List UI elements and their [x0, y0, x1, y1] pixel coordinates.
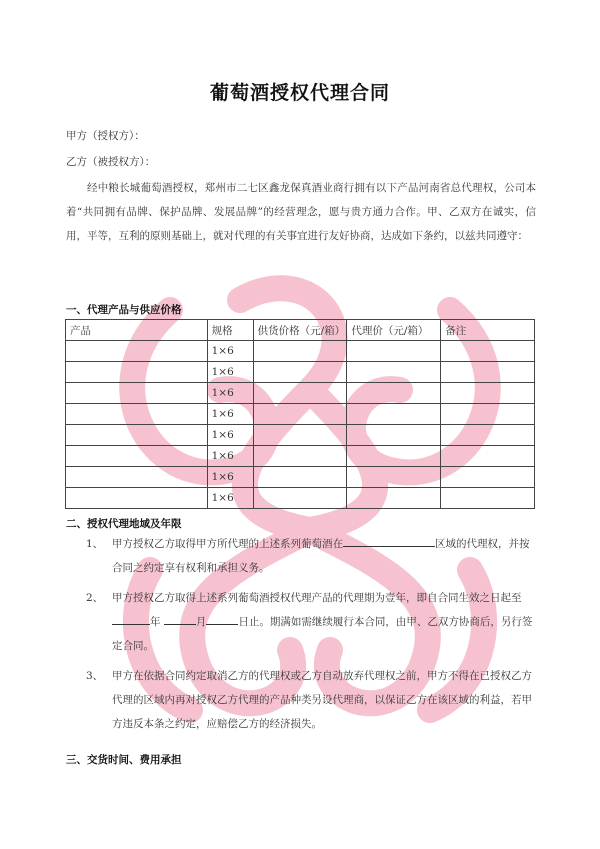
clause-number: 3、: [86, 670, 104, 682]
header-cell: 代理价（元/箱）: [347, 320, 441, 341]
table-cell: [347, 404, 441, 425]
table-cell: [441, 341, 535, 362]
table-cell: [253, 488, 347, 509]
table-cell: [66, 488, 208, 509]
blank-month[interactable]: [164, 613, 196, 625]
table-row: [66, 488, 535, 509]
table-cell: 1×6: [207, 362, 253, 383]
table-cell: [253, 383, 347, 404]
clause-text: 甲方授权乙方取得甲方所代理的上述系列葡萄酒在: [112, 538, 343, 550]
table-header-row: [66, 320, 535, 341]
table-cell: [253, 404, 347, 425]
clause-list: [86, 532, 538, 742]
clause-text: 日止。期满如需继续履行本合同，由甲、乙双方协商后，另行签定合同。: [112, 616, 533, 652]
clause-number: 1、: [86, 538, 104, 550]
section-1-heading: 一、代理产品与供应价格: [66, 304, 182, 316]
table-cell: [441, 425, 535, 446]
table-cell: 1×6: [207, 488, 253, 509]
party-a-label: 甲方（授权方）：: [66, 130, 145, 142]
table-cell: [347, 488, 441, 509]
table-cell: [441, 383, 535, 404]
header-cell: 备注: [441, 320, 535, 341]
table-cell: [347, 467, 441, 488]
table-cell: 1×6: [207, 383, 253, 404]
table-cell: [347, 425, 441, 446]
clause-text: 区域的代理权，并按合同之约定享有权利和承担义务。: [112, 538, 530, 574]
clause-text: 甲方在依据合同约定取消乙方的代理权或乙方自动放弃代理权之前，甲方不得在已授权乙方代理的区域内再对授权乙方代理的产品种类另设代理商，以保证乙方在该区域的利益，若甲方违反本条之约定，应赔偿乙方的经济损失。: [112, 670, 532, 730]
clause-item: [86, 664, 538, 736]
table-cell: [66, 362, 208, 383]
blank-year[interactable]: [112, 613, 150, 625]
intro-paragraph: 经中粮长城葡萄酒授权，郑州市二七区鑫龙保真酒业商行拥有以下产品河南省总代理权，公司本着“共同拥有品牌、保护品牌、发展品牌”的经营理念，愿与贵方通力合作。甲、乙双方在诚实，信用，平等，互利的原则基础上，就对代理的有关事宜进行友好协商，达成如下条约，以兹共同遵守：: [66, 182, 536, 242]
table-cell: [66, 383, 208, 404]
table-row: [66, 467, 535, 488]
table-cell: 1×6: [207, 425, 253, 446]
header-cell: 规格: [207, 320, 253, 341]
section-2-heading: 二、授权代理地域及年限: [66, 518, 182, 530]
table-row: [66, 341, 535, 362]
document-title: 葡萄酒授权代理合同: [209, 82, 390, 104]
table-row: [66, 383, 535, 404]
table-cell: 1×6: [207, 404, 253, 425]
table-cell: [66, 467, 208, 488]
table-cell: [253, 341, 347, 362]
clause-item: [86, 586, 538, 658]
table-row: [66, 446, 535, 467]
header-cell: 供货价格（元/箱）: [253, 320, 347, 341]
product-price-table: [65, 319, 535, 509]
table-cell: [253, 425, 347, 446]
table-cell: [441, 467, 535, 488]
blank-field[interactable]: [343, 535, 435, 547]
table-cell: [441, 404, 535, 425]
table-cell: [253, 446, 347, 467]
table-cell: 1×6: [207, 341, 253, 362]
table-cell: [347, 341, 441, 362]
table-cell: [253, 467, 347, 488]
blank-day[interactable]: [206, 613, 238, 625]
table-row: [66, 404, 535, 425]
table-cell: [347, 362, 441, 383]
table-cell: [66, 404, 208, 425]
header-cell: 产品: [66, 320, 208, 341]
party-b-label: 乙方（被授权方）：: [66, 156, 156, 168]
table-cell: [441, 446, 535, 467]
table-cell: [66, 341, 208, 362]
table-cell: [347, 446, 441, 467]
table-cell: [253, 362, 347, 383]
year-label: 年: [150, 616, 161, 628]
clause-item: [86, 532, 538, 580]
clause-text: 甲方授权乙方取得上述系列葡萄酒授权代理产品的代理期为壹年，即自合同生效之日起至: [112, 592, 522, 604]
section-3-heading: 三、交货时间、费用承担: [66, 754, 182, 766]
table-cell: 1×6: [207, 446, 253, 467]
table-cell: [347, 383, 441, 404]
table-cell: [441, 488, 535, 509]
table-cell: [441, 362, 535, 383]
month-label: 月: [195, 616, 207, 628]
table-row: [66, 362, 535, 383]
clause-number: 2、: [86, 592, 104, 604]
table-cell: [66, 425, 208, 446]
table-cell: 1×6: [207, 467, 253, 488]
table-cell: [66, 446, 208, 467]
table-row: [66, 425, 535, 446]
